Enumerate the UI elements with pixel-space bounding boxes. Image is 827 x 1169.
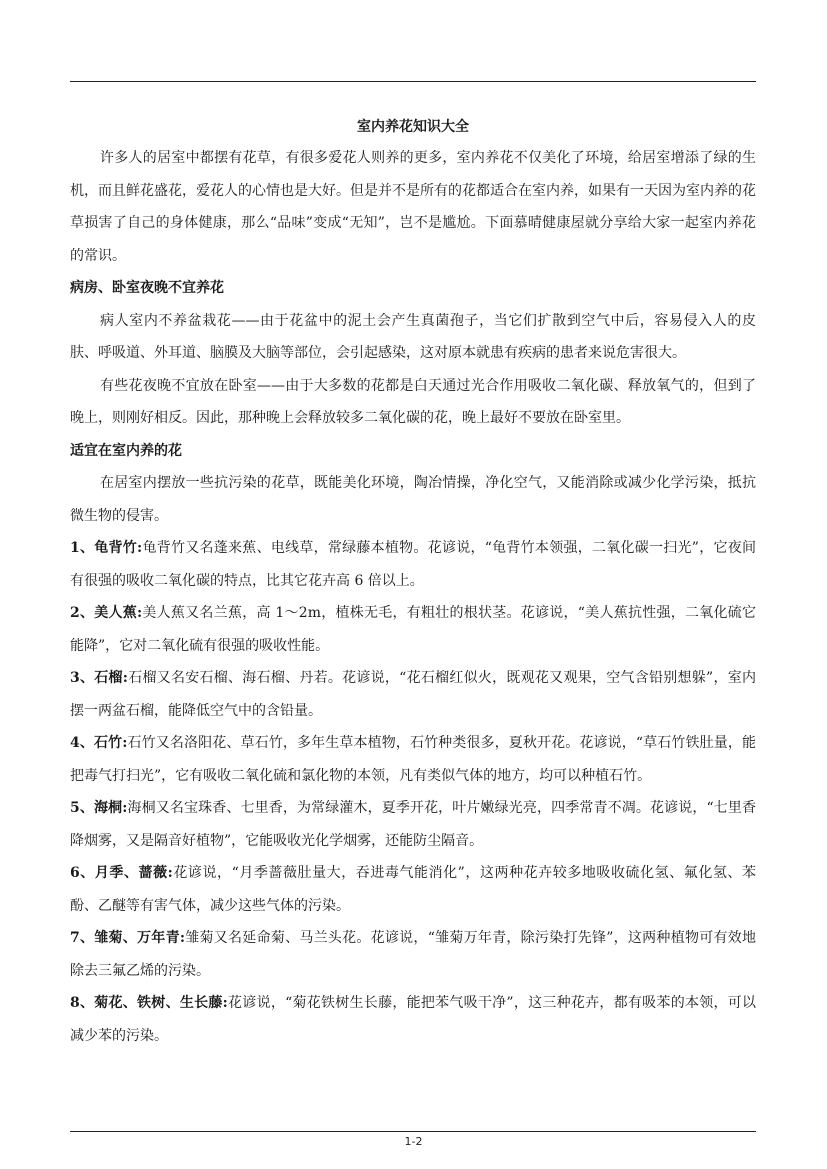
item-heading: 5、海桐: (70, 800, 128, 816)
list-item (70, 987, 756, 1052)
document-body (70, 112, 756, 1052)
item-heading: 1、龟背竹: (70, 540, 143, 556)
page-number: 1-2 (404, 1135, 423, 1148)
item-heading: 8、菊花、铁树、生长藤: (70, 995, 228, 1011)
intro-paragraph: 许多人的居室中都摆有花草，有很多爱花人则养的更多，室内养花不仅美化了环境，给居室增添了绿的生机，而且鲜花盛花，爱花人的心情也是大好。但是并不是所有的花都适合在室内养，如果有一天因为室内养的花草损害了自己的身体健康，那么“品味”变成“无知”，岂不是尴尬。下面慕晴健康屋就分享给大家一起室内养花的常识。 (70, 150, 756, 264)
item-text: 花谚说，“月季蔷薇肚量大，吞进毒气能消化”，这两种花卉较多地吸收硫化氢、氟化氢、苯酚、乙醚等有害气体，减少这些气体的污染。 (70, 865, 756, 914)
item-text: 海桐又名宝珠香、七里香，为常绿灌木，夏季开花，叶片嫩绿光亮，四季常青不凋。花谚说，“七里香降烟雾，又是隔音好植物”，它能吸收光化学烟雾，还能防尘隔音。 (70, 800, 756, 849)
item-text: 花谚说，“菊花铁树生长藤，能把苯气吸干净”，这三种花卉，都有吸苯的本领，可以减少苯的污染。 (70, 995, 756, 1044)
list-item (70, 792, 756, 857)
list-item (70, 532, 756, 597)
list-item (70, 662, 756, 727)
list-item (70, 597, 756, 662)
item-heading: 3、石榴: (70, 670, 128, 686)
item-text: 龟背竹又名蓬来蕉、电线草，常绿藤本植物。花谚说，“龟背竹本领强，二氧化碳一扫光”，它夜间有很强的吸收二氧化碳的特点，比其它花卉高 6 倍以上。 (70, 540, 756, 589)
item-heading: 7、雏菊、万年青: (70, 930, 185, 946)
paragraph-sickroom: 病人室内不养盆栽花——由于花盆中的泥土会产生真菌孢子，当它们扩散到空气中后，容易侵入人的皮肤、呼吸道、外耳道、脑膜及大脑等部位，会引起感染，这对原本就患有疾病的患者来说危害很大。 (70, 312, 756, 361)
section-heading-suitable-flowers: 适宜在室内养的花 (70, 442, 182, 459)
header-rule (70, 81, 756, 82)
paragraph-bedroom-night: 有些花夜晚不宜放在卧室——由于大多数的花都是白天通过光合作用吸收二氧化碳、释放氧气的，但到了晚上，则刚好相反。因此，那种晚上会释放较多二氧化碳的花，晚上最好不要放在卧室里。 (70, 377, 756, 426)
section-heading-bedroom: 病房、卧室夜晚不宜养花 (70, 280, 224, 296)
item-heading: 2、美人蕉: (70, 605, 143, 621)
list-item (70, 922, 756, 987)
list-item (70, 727, 756, 792)
item-heading: 6、月季、蔷薇: (70, 865, 173, 881)
footer-rule (70, 1131, 756, 1132)
paragraph-suitable-intro: 在居室内摆放一些抗污染的花草，既能美化环境，陶冶情操，净化空气，又能消除或减少化学污染，抵抗微生物的侵害。 (70, 475, 756, 524)
item-text: 美人蕉又名兰蕉，高 1～2m，植株无毛，有粗壮的根状茎。花谚说，“美人蕉抗性强，二氧化硫它能降”，它对二氧化硫有很强的吸收性能。 (70, 605, 756, 654)
item-text: 石竹又名洛阳花、草石竹，多年生草本植物，石竹种类很多，夏秋开花。花谚说，“草石竹铁肚量，能把毒气打扫光”，它有吸收二氧化硫和氯化物的本领，凡有类似气体的地方，均可以种植石竹。 (70, 735, 756, 784)
document-title: 室内养花知识大全 (357, 119, 469, 135)
item-text: 雏菊又名延命菊、马兰头花。花谚说，“雏菊万年青，除污染打先锋”，这两种植物可有效地除去三氟乙烯的污染。 (70, 930, 756, 979)
item-text: 石榴又名安石榴、海石榴、丹若。花谚说，“花石榴红似火，既观花又观果，空气含铅别想躲”，室内摆一两盆石榴，能降低空气中的含铅量。 (70, 670, 756, 719)
list-item (70, 857, 756, 922)
item-heading: 4、石竹: (70, 735, 128, 751)
